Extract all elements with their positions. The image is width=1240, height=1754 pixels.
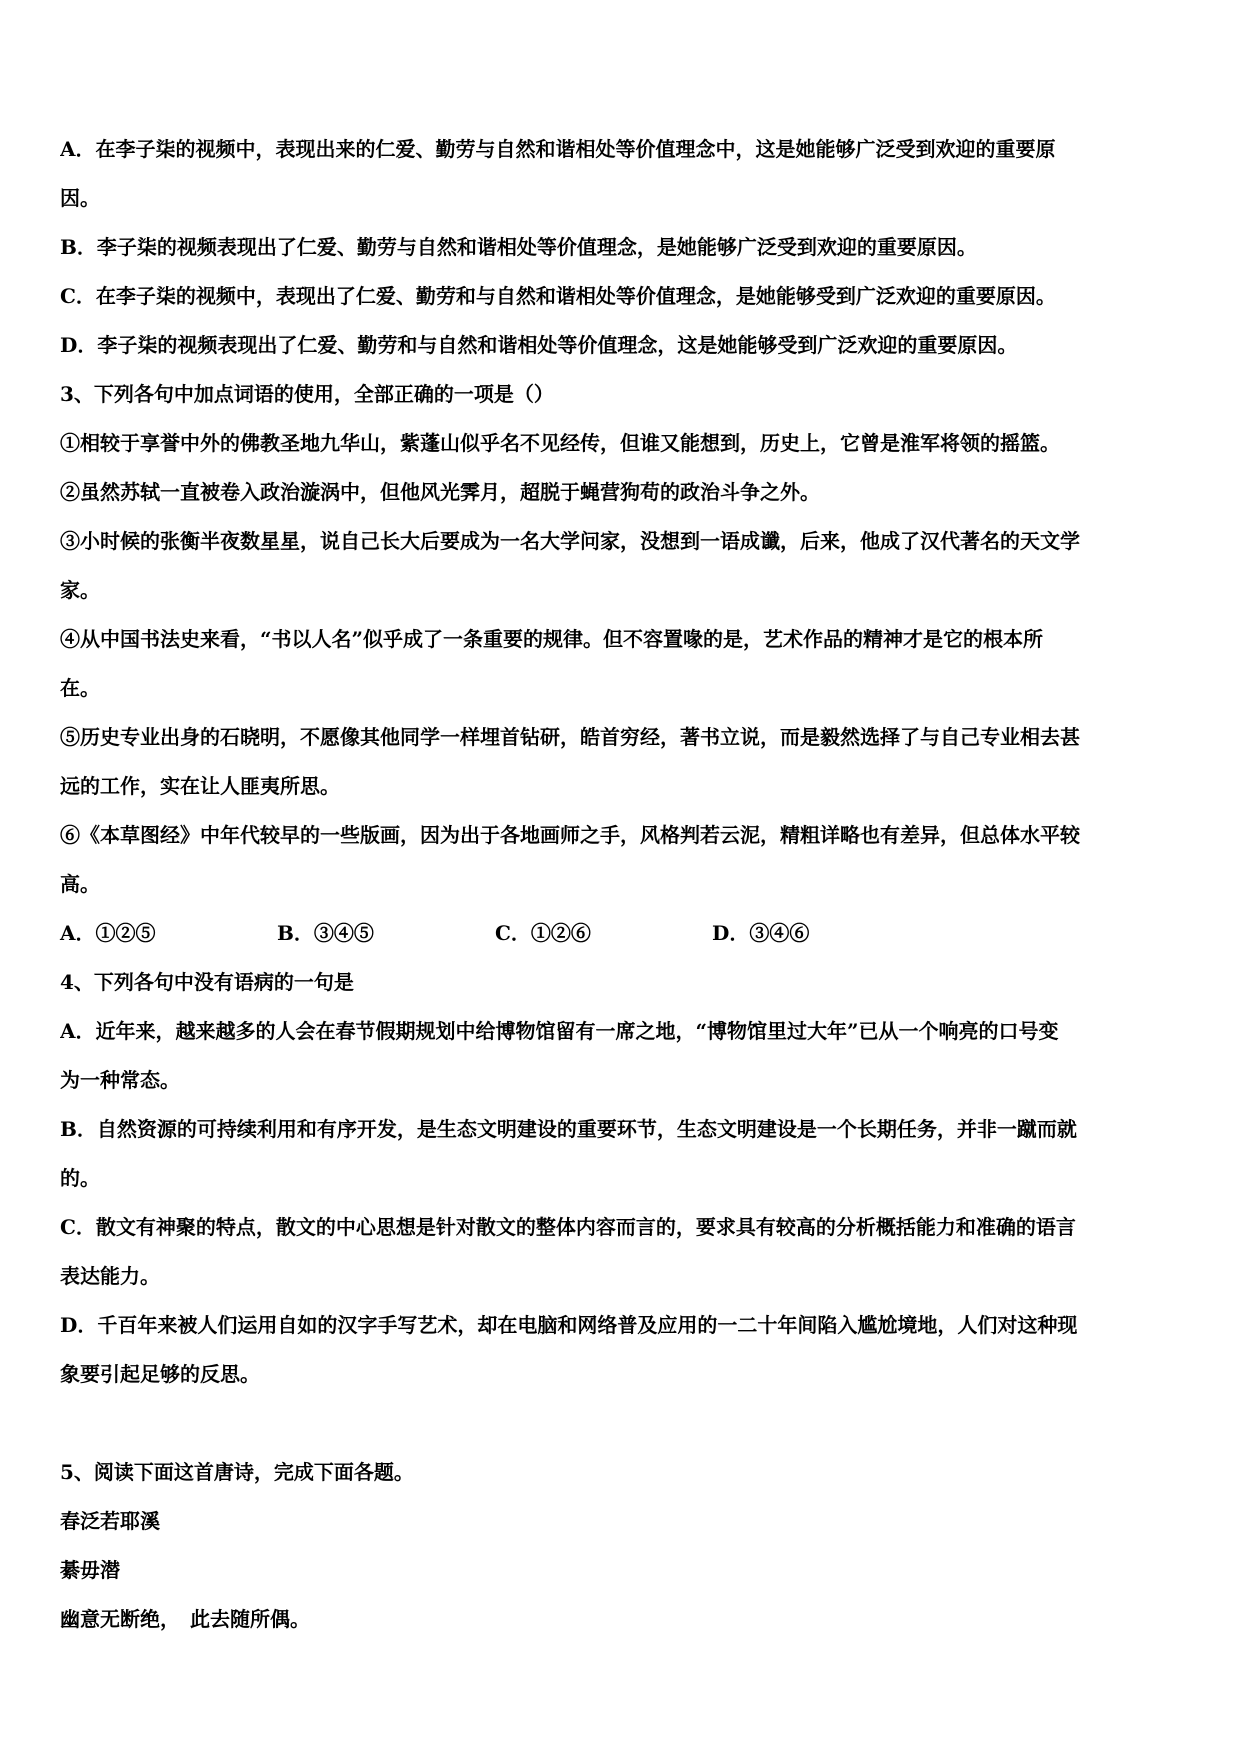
q3-option-c: C．①②⑥ bbox=[495, 921, 591, 945]
q3-sentence-5-line2: 远的工作，实在让人匪夷所思。 bbox=[60, 774, 340, 798]
q3-sentence-6-line1: ⑥《本草图经》中年代较早的一些版画，因为出于各地画师之手，风格判若云泥，精粗详略也有差异，但总体水平较 bbox=[60, 823, 1080, 847]
q4-option-c-line1: C．散文有神聚的特点，散文的中心思想是针对散文的整体内容而言的，要求具有较高的分析概括能力和准确的语言 bbox=[60, 1215, 1076, 1239]
q2-option-a-line1: A．在李子柒的视频中，表现出来的仁爱、勤劳与自然和谐相处等价值理念中，这是她能够广泛受到欢迎的重要原 bbox=[60, 137, 1056, 161]
q4-option-d-line2: 象要引起足够的反思。 bbox=[60, 1362, 260, 1386]
q4-option-b-line1: B．自然资源的可持续利用和有序开发，是生态文明建设的重要环节，生态文明建设是一个长期任务，并非一蹴而就 bbox=[60, 1117, 1077, 1141]
spacer bbox=[60, 1399, 1190, 1448]
q2-option-d: D．李子柒的视频表现出了仁爱、勤劳和与自然和谐相处等价值理念，这是她能够受到广泛欢迎的重要原因。 bbox=[60, 333, 1018, 357]
q3-sentence-5-line1: ⑤历史专业出身的石晓明，不愿像其他同学一样埋首钻研，皓首穷经，著书立说，而是毅然选择了与自己专业相去甚 bbox=[60, 725, 1080, 749]
q3-sentence-3-line1: ③小时候的张衡半夜数星星，说自己长大后要成为一名大学问家，没想到一语成谶，后来，他成了汉代著名的天文学 bbox=[60, 529, 1080, 553]
poem-title: 春泛若耶溪 bbox=[60, 1509, 160, 1533]
q3-stem: 3、下列各句中加点词语的使用，全部正确的一项是（） bbox=[60, 382, 554, 406]
q4-option-c-line2: 表达能力。 bbox=[60, 1264, 160, 1288]
poem-line-1: 幽意无断绝， 此去随所偶。 bbox=[60, 1607, 310, 1631]
q3-sentence-6-line2: 高。 bbox=[60, 872, 100, 896]
exam-page bbox=[60, 125, 1190, 1644]
q3-sentence-3-line2: 家。 bbox=[60, 578, 100, 602]
q2-option-c: C．在李子柒的视频中，表现出了仁爱、勤劳和与自然和谐相处等价值理念，是她能够受到广泛欢迎的重要原因。 bbox=[60, 284, 1056, 308]
q3-sentence-2: ②虽然苏轼一直被卷入政治漩涡中，但他风光霁月，超脱于蝇营狗苟的政治斗争之外。 bbox=[60, 480, 820, 504]
q5-stem: 5、阅读下面这首唐诗，完成下面各题。 bbox=[60, 1460, 414, 1484]
q4-stem: 4、下列各句中没有语病的一句是 bbox=[60, 970, 354, 994]
q2-option-a-line2: 因。 bbox=[60, 186, 100, 210]
q3-option-d: D．③④⑥ bbox=[712, 921, 810, 945]
q3-option-a: A．①②⑤ bbox=[60, 921, 156, 945]
q3-sentence-1: ①相较于享誉中外的佛教圣地九华山，紫蓬山似乎名不见经传，但谁又能想到，历史上，它曾是淮军将领的摇篮。 bbox=[60, 431, 1060, 455]
q4-option-d-line1: D．千百年来被人们运用自如的汉字手写艺术，却在电脑和网络普及应用的一二十年间陷入尴尬境地，人们对这种现 bbox=[60, 1313, 1078, 1337]
q4-option-b-line2: 的。 bbox=[60, 1166, 100, 1190]
q3-sentence-4-line1: ④从中国书法史来看，“书以人名”似乎成了一条重要的规律。但不容置喙的是，艺术作品的精神才是它的根本所 bbox=[60, 627, 1044, 651]
q3-options bbox=[60, 909, 1190, 958]
question-5 bbox=[60, 1448, 1190, 1644]
question-3 bbox=[60, 370, 1190, 958]
q4-option-a-line1: A．近年来，越来越多的人会在春节假期规划中给博物馆留有一席之地，“博物馆里过大年”已从一个响亮的口号变 bbox=[60, 1019, 1059, 1043]
q3-option-b: B．③④⑤ bbox=[277, 921, 374, 945]
poem-author: 綦毋潜 bbox=[60, 1558, 120, 1582]
q2-options bbox=[60, 125, 1190, 370]
q4-option-a-line2: 为一种常态。 bbox=[60, 1068, 180, 1092]
q2-option-b: B．李子柒的视频表现出了仁爱、勤劳与自然和谐相处等价值理念，是她能够广泛受到欢迎的重要原因。 bbox=[60, 235, 977, 259]
q3-sentence-4-line2: 在。 bbox=[60, 676, 100, 700]
question-4 bbox=[60, 958, 1190, 1399]
